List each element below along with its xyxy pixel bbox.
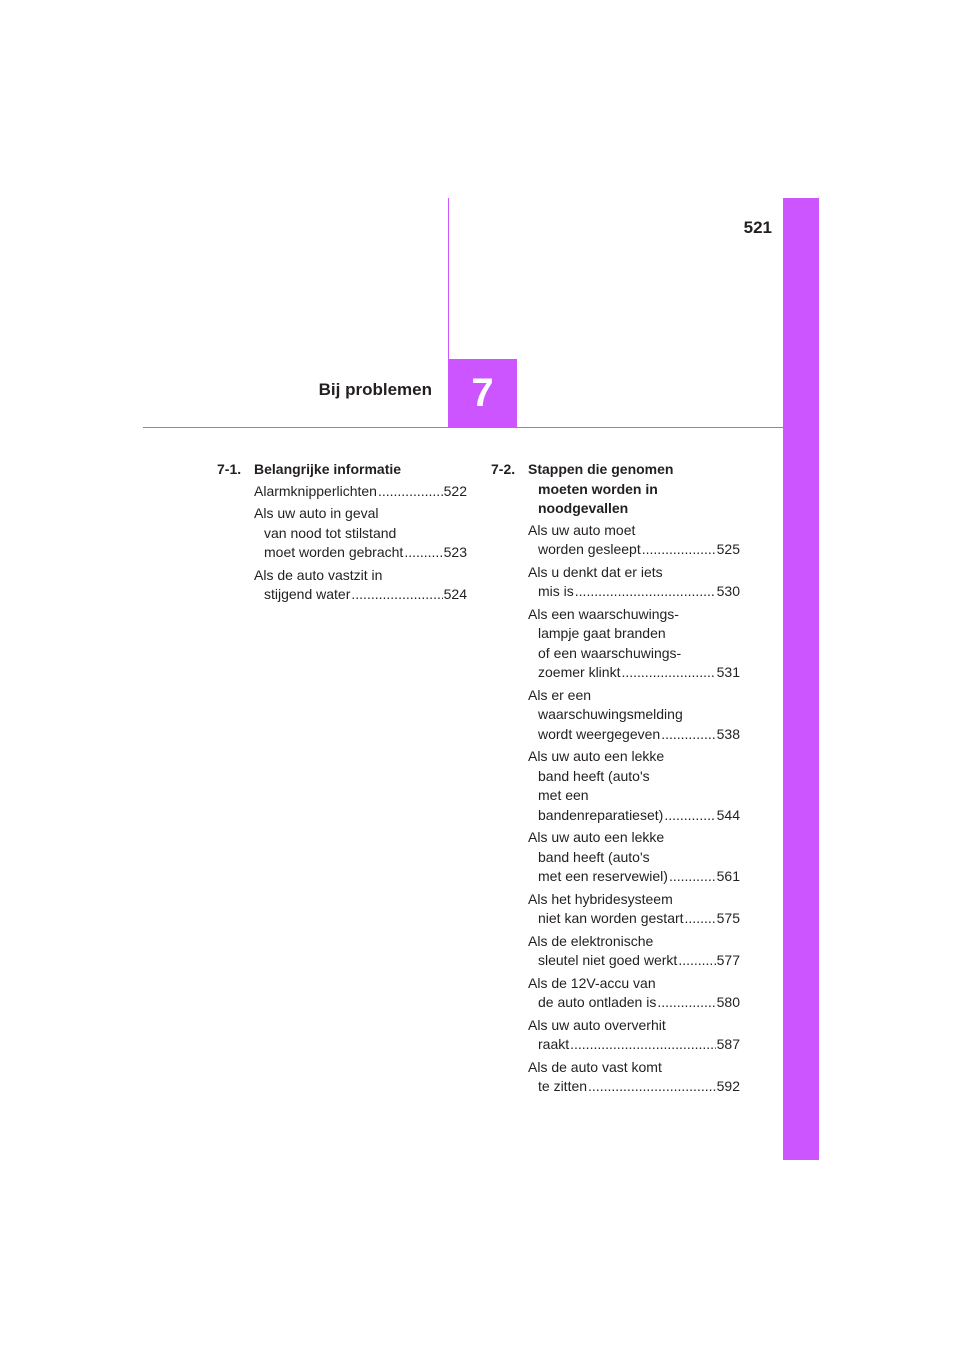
toc-entry-text: Als uw auto in geval	[254, 505, 379, 521]
toc-entry-last-line	[254, 543, 467, 563]
toc-entry	[491, 563, 740, 602]
section-heading	[217, 460, 467, 480]
header-vertical-rule	[448, 198, 449, 360]
dot-leader	[570, 1035, 716, 1055]
toc-entry-text: Als er een	[528, 686, 592, 703]
toc-entry-page: 531	[716, 664, 740, 680]
section-entries	[217, 482, 467, 605]
toc-entry-page: 575	[716, 910, 740, 926]
dot-leader	[669, 867, 716, 887]
dot-leader	[621, 663, 715, 683]
toc-entry-text: lampje gaat branden	[538, 625, 666, 641]
toc-entry-page: 524	[443, 586, 467, 602]
toc-entry-text: niet kan worden gestart	[538, 910, 684, 926]
toc-entry-text: Als de auto vastzit in	[254, 566, 383, 583]
toc-entry	[491, 890, 740, 929]
section-title	[254, 460, 467, 480]
toc-entry	[491, 974, 740, 1013]
toc-entry-text: sleutel niet goed werkt	[538, 952, 678, 968]
toc-entry-text: Alarmknipperlichten	[254, 482, 377, 499]
toc-entry-page: 523	[443, 544, 467, 560]
dot-leader	[575, 582, 716, 602]
page-number: 521	[743, 218, 772, 237]
toc-entry	[491, 747, 740, 825]
section-number: 7-1.	[217, 461, 242, 477]
toc-entry-text: moet worden gebracht	[264, 544, 404, 560]
section-title-line: Stappen die genomen	[528, 461, 674, 477]
toc-entry	[217, 504, 467, 563]
toc-entry-last-line	[528, 993, 740, 1013]
toc-entry-last-line	[528, 725, 740, 745]
toc-entry	[217, 482, 467, 502]
toc-entry-text: met een reservewiel)	[538, 868, 668, 884]
chapter-side-tab	[783, 198, 819, 1160]
toc-entry-text: Als de auto vast komt	[528, 1058, 662, 1075]
toc-entry-last-line	[528, 582, 740, 602]
toc-entry-text: de auto ontladen is	[538, 994, 657, 1010]
toc-entry-last-line	[254, 482, 467, 502]
toc-entry-text: wordt weergegeven	[538, 725, 661, 742]
chapter-title: Bij problemen	[318, 380, 432, 399]
toc-entry-text: Als een waarschuwings-	[528, 605, 679, 622]
toc-entry	[217, 566, 467, 605]
toc-entry-last-line	[528, 1035, 740, 1055]
toc-entry-page: 561	[716, 868, 740, 884]
toc-entry-text: Als uw auto een lekke	[528, 829, 665, 845]
toc-entry-last-line	[528, 540, 740, 560]
toc-entry	[491, 828, 740, 887]
toc-entry-last-line	[528, 1077, 740, 1097]
toc-entry-text: worden gesleept	[538, 541, 641, 557]
toc-entry-page: 538	[716, 725, 740, 742]
toc-entry-page: 592	[716, 1078, 740, 1094]
toc-entry	[491, 521, 740, 560]
toc-entry-text: van nood tot stilstand	[264, 524, 397, 541]
toc-entry-page: 580	[716, 994, 740, 1010]
toc-entry-text: waarschuwingsmelding	[538, 706, 683, 722]
toc-entry-last-line	[528, 909, 740, 929]
toc-entry-last-line	[528, 951, 740, 971]
toc-entry-last-line	[254, 585, 467, 605]
toc-entry	[491, 1016, 740, 1055]
toc-entry-text: Als uw auto oververhit	[528, 1016, 666, 1033]
dot-leader	[685, 909, 716, 929]
toc-entry-text: mis is	[538, 583, 574, 599]
toc-entry-text: Als uw auto moet	[528, 521, 636, 538]
dot-leader	[657, 993, 715, 1013]
toc-entry-text: stijgend water	[264, 586, 351, 602]
toc-entry-page: 577	[716, 952, 740, 968]
toc-entry-text: band heeft (auto's	[538, 848, 650, 865]
toc-entry-text: zoemer klinkt	[538, 664, 621, 680]
section-title-line: moeten worden in	[538, 480, 658, 497]
toc-entry	[491, 605, 740, 683]
toc-entry-text: of een waarschuwings-	[538, 644, 682, 661]
toc-entry-page: 587	[716, 1036, 740, 1052]
toc-entry-page: 525	[716, 541, 740, 557]
dot-leader	[404, 543, 442, 563]
section-title-line: noodgevallen	[538, 500, 629, 516]
dot-leader	[642, 540, 716, 560]
toc-entry-text: Als uw auto een lekke	[528, 748, 665, 764]
section-number: 7-2.	[491, 461, 516, 477]
toc-entry-last-line	[528, 663, 740, 683]
toc-entry	[491, 686, 740, 745]
dot-leader	[664, 806, 715, 826]
section-entries	[491, 521, 740, 1097]
dot-leader	[378, 482, 443, 502]
toc-entry-text: band heeft (auto's	[538, 767, 650, 784]
dot-leader	[678, 951, 715, 971]
chapter-number-box: 7	[448, 359, 517, 428]
toc-entry-last-line	[528, 806, 740, 826]
toc-entry-last-line	[528, 867, 740, 887]
dot-leader	[351, 585, 442, 605]
section-title-line: Belangrijke informatie	[254, 461, 402, 477]
dot-leader	[661, 725, 715, 745]
toc-section-7-1	[217, 460, 467, 608]
dot-leader	[588, 1077, 716, 1097]
toc-entry-text: te zitten	[538, 1078, 588, 1094]
toc-entry	[491, 932, 740, 971]
toc-entry-page: 522	[443, 482, 467, 499]
toc-entry-text: Als u denkt dat er iets	[528, 563, 663, 580]
section-heading	[491, 460, 740, 519]
toc-entry-text: Als het hybridesysteem	[528, 890, 673, 907]
toc-entry-text: met een	[538, 787, 589, 803]
toc-entry-page: 544	[716, 806, 740, 823]
toc-entry-text: Als de elektronische	[528, 932, 654, 949]
toc-entry-text: raakt	[538, 1036, 570, 1052]
toc-entry-text: bandenreparatieset)	[538, 806, 664, 823]
toc-entry-text: Als de 12V-accu van	[528, 974, 656, 991]
section-title	[528, 460, 740, 519]
toc-section-7-2	[491, 460, 740, 1100]
toc-entry	[491, 1058, 740, 1097]
toc-entry-page: 530	[716, 583, 740, 599]
